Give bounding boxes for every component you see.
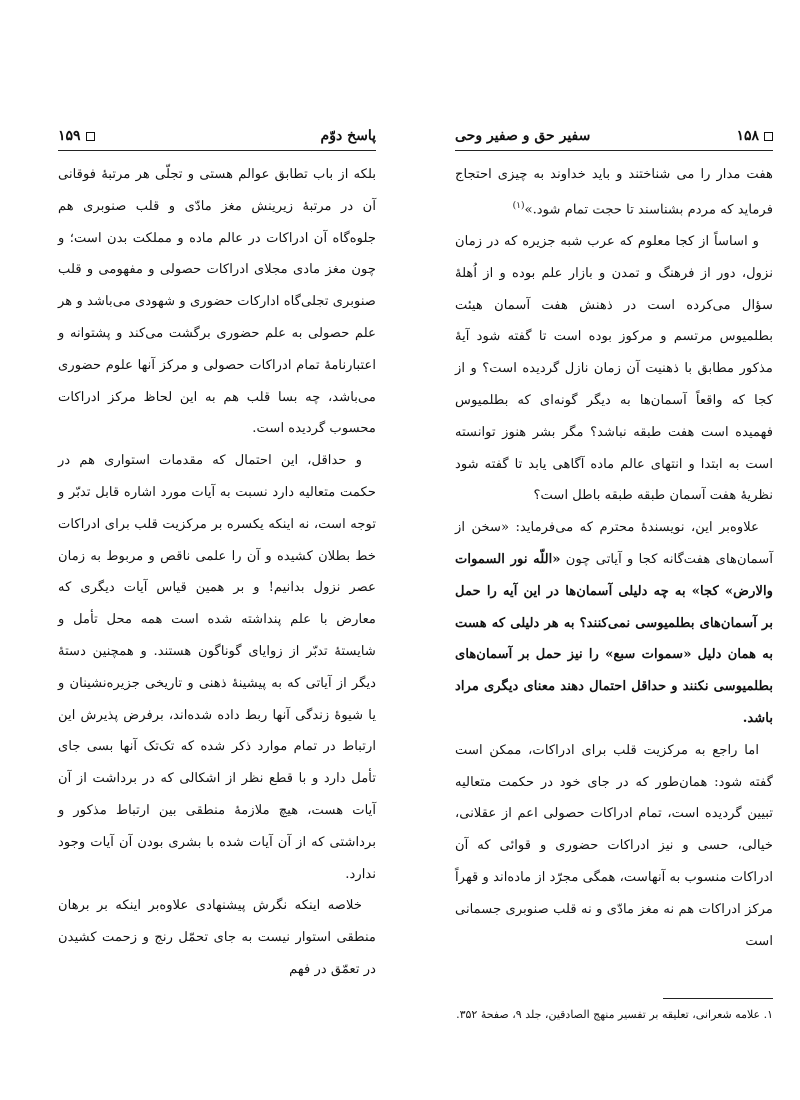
footnote-ref: (۱)	[512, 200, 525, 211]
page-header	[455, 128, 773, 151]
footnote-divider	[663, 998, 773, 999]
paragraph: و حداقل، این احتمال که مقدمات استواری هم در حکمت متعالیه دارد نسبت به آیات مورد اشاره قابل تدبّر و توجه است، نه اینکه یکسره بر مرکزیت قلب برای ادراکات خط بطلان کشیده و آن را علمی ناقص و مربوط به زمان عصر نزول بدانیم! و بر همین قیاس آیات دیگری که معارض با علم پنداشته شده است همه محل تأمل و شایستهٔ تدبّر از زوایای گوناگون هستند. و همچنین دستهٔ دیگر از آیاتی که به پیشینهٔ ذهنی و تاریخی جزیره‌نشینان و یا شیوهٔ زندگی آنها ربط داده شده‌اند، برفرض پذیرش این ارتباط در تمام موارد ذکر شده که تک‌تک آنها بسی جای تأمل دارد و با قطع نظر از اشکالی که در برداشت از آن آیات هست، هیچ ملازمهٔ منطقی بین ارتباط مذکور و برداشتی که از آن آیات شده با بشری بودن آن آیات وجود ندارد.	[58, 453, 376, 882]
paragraph: اما راجع به مرکزیت قلب برای ادراکات، ممکن است گفته شود: همان‌طور که در جای خود در حکمت متعالیه تبیین گردیده است، تمام ادراکات حصولی اعم از عقلانی، خیالی، حسی و نیز ادراکات حضوری و قوائی که آن ادراکات منسوب به آنهاست، همگی مجرّد از ماده‌اند و قهراً مرکز ادراکات هم نه مغز مادّی و نه قلب صنوبری جسمانی است	[455, 742, 773, 949]
running-title: پاسخ دوّم	[320, 128, 376, 144]
paragraph: و اساساً از کجا معلوم که عرب شبه جزیره که در زمان نزول، دور از فرهنگ و تمدن و بازار علم بوده و از اُهلهٔ سؤال می‌کرده است در ذهنش هفت آسمان هیئت بطلمیوس مرتسم و مرکوز بوده است تا گفته شود آیهٔ مذکور مطابق با ذهنیت آن زمان نازل گردیده است؟ و از کجا که واقعاً آسمان‌ها به دیگر گونه‌ای که بطلمیوس فهمیده است هفت طبقه نباشد؟ مگر بشر هنوز توانسته است به ابتدا و انتهای عالم ماده آگاهی یابد تا گفته شود نظریهٔ هفت آسمان طبقه طبقه باطل است؟	[455, 233, 773, 504]
page-body	[58, 159, 376, 986]
footnote: ۱. علامه شعرانی، تعلیقه بر تفسیر منهج الصادقین، جلد ۹، صفحهٔ ۳۵۲.	[456, 1008, 773, 1021]
paragraph: علاوه‌بر این، نویسندهٔ محترم که می‌فرماید: «سخن از آسمان‌های هفت‌گانه کجا و آیاتی چون «اللّه نور السموات والارض» کجا» به چه دلیلی آسمان‌ها در این آیه را حمل بر آسمان‌های بطلمیوسی نمی‌کنند؟ به هر دلیلی که هست به همان دلیل «سموات سبع» را نیز حمل بر آسمان‌های بطلمیوسی نکنند و حداقل احتمال دهند معنای دیگری مراد باشد.	[455, 520, 773, 726]
quran-quote: «اللّه نور السموات والارض»	[455, 551, 773, 599]
square-ornament-icon	[764, 132, 773, 141]
page-number-group	[58, 128, 95, 144]
page-number: ۱۵۸	[736, 128, 759, 144]
square-ornament-icon	[86, 132, 95, 141]
running-title: سفیر حق و صفیر وحی	[455, 128, 591, 144]
page-number: ۱۵۹	[58, 128, 81, 144]
paragraph: هفت مدار را می شناختند و باید خداوند به چیزی احتجاج فرماید که مردم بشناسند تا حجت تمام شود.»$^{(۱)}$	[455, 167, 773, 218]
page-number-group	[736, 128, 773, 144]
page-body	[455, 159, 773, 957]
right-page	[455, 128, 773, 1021]
page-header	[58, 128, 376, 151]
left-page	[58, 128, 376, 986]
paragraph: خلاصه اینکه نگرش پیشنهادی علاوه‌بر اینکه بر برهان منطقی استوار نیست به جای تحمّل رنج و زحمت کشیدن در تعمّق در فهم	[58, 898, 376, 977]
paragraph: بلکه از باب تطابق عوالم هستی و تجلّی هر مرتبهٔ فوقانی آن در مرتبهٔ زیرینش مغز مادّی و قلب صنوبری هم جلوه‌گاه آن ادراکات در عالم ماده و مملکت بدن است؛ و چون مغز مادی مجلای ادراکات حصولی و مفهومی و قلب صنوبری تجلی‌گاه ادارکات حضوری و شهودی می‌باشد و هر علم حصولی به علم حضوری برگشت می‌کند و پشتوانه و اعتبارنامهٔ تمام ادراکات حصولی و مرکز آنها علوم حضوری می‌باشد، چه بسا قلب هم به این لحاظ مرکز ادراکات محسوب گردیده است.	[58, 167, 376, 437]
